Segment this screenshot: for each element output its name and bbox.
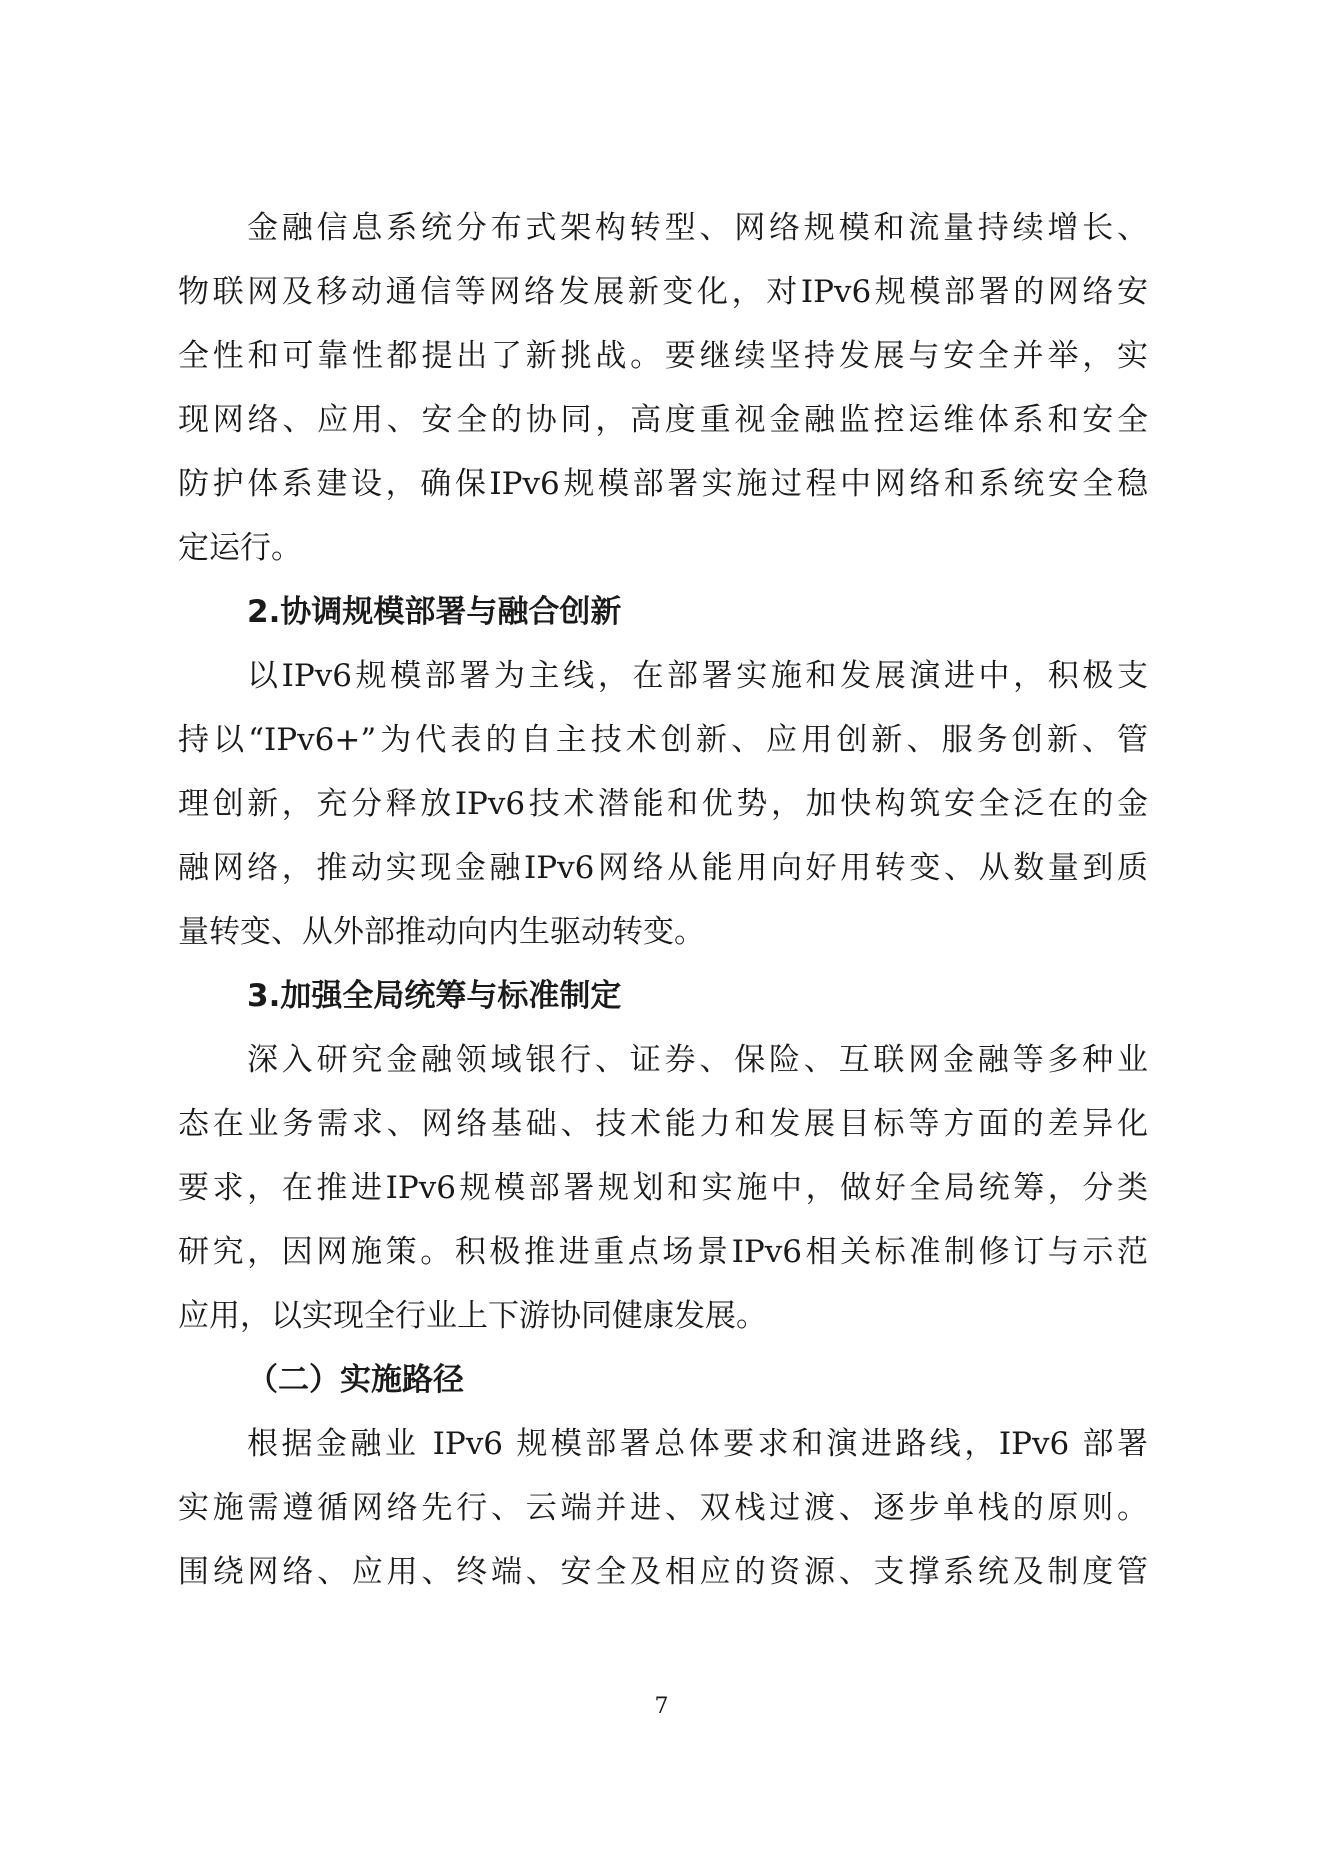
paragraph-line: 理创新，充分释放IPv6技术潜能和优势，加快构筑安全泛在的金 <box>178 786 1148 822</box>
paragraph-line: 根据金融业 IPv6 规模部署总体要求和演进路线，IPv6 部署 <box>247 1426 1148 1462</box>
paragraph-line: 防护体系建设，确保IPv6规模部署实施过程中网络和系统安全稳 <box>178 466 1148 502</box>
paragraph-line: 要求，在推进IPv6规模部署规划和实施中，做好全局统筹，分类 <box>178 1170 1148 1206</box>
subsection-heading: 2.协调规模部署与融合创新 <box>247 594 622 630</box>
section-heading: （二）实施路径 <box>247 1362 464 1398</box>
paragraph-line: 持以“IPv6+”为代表的自主技术创新、应用创新、服务创新、管 <box>178 722 1148 758</box>
paragraph-line: 融网络，推动实现金融IPv6网络从能用向好用转变、从数量到质 <box>178 850 1148 886</box>
paragraph-line: 以IPv6规模部署为主线，在部署实施和发展演进中，积极支 <box>247 658 1148 694</box>
paragraph-line: 定运行。 <box>178 530 302 566</box>
paragraph-line: 实施需遵循网络先行、云端并进、双栈过渡、逐步单栈的原则。 <box>178 1490 1148 1526</box>
paragraph-line: 全性和可靠性都提出了新挑战。要继续坚持发展与安全并举，实 <box>178 338 1148 374</box>
paragraph-line: 量转变、从外部推动向内生驱动转变。 <box>178 914 705 950</box>
paragraph-line: 围绕网络、应用、终端、安全及相应的资源、支撑系统及制度管 <box>178 1554 1148 1590</box>
paragraph-line: 物联网及移动通信等网络发展新变化，对IPv6规模部署的网络安 <box>178 274 1148 310</box>
paragraph-line: 应用，以实现全行业上下游协同健康发展。 <box>178 1298 767 1334</box>
paragraph-line: 金融信息系统分布式架构转型、网络规模和流量持续增长、 <box>247 210 1148 246</box>
paragraph-line: 现网络、应用、安全的协同，高度重视金融监控运维体系和安全 <box>178 402 1148 438</box>
paragraph-line: 态在业务需求、网络基础、技术能力和发展目标等方面的差异化 <box>178 1106 1148 1142</box>
paragraph-line: 深入研究金融领域银行、证券、保险、互联网金融等多种业 <box>247 1042 1148 1078</box>
paragraph-line: 研究，因网施策。积极推进重点场景IPv6相关标准制修订与示范 <box>178 1234 1148 1270</box>
page-number: 7 <box>654 1694 669 1719</box>
subsection-heading: 3.加强全局统筹与标准制定 <box>247 978 622 1014</box>
